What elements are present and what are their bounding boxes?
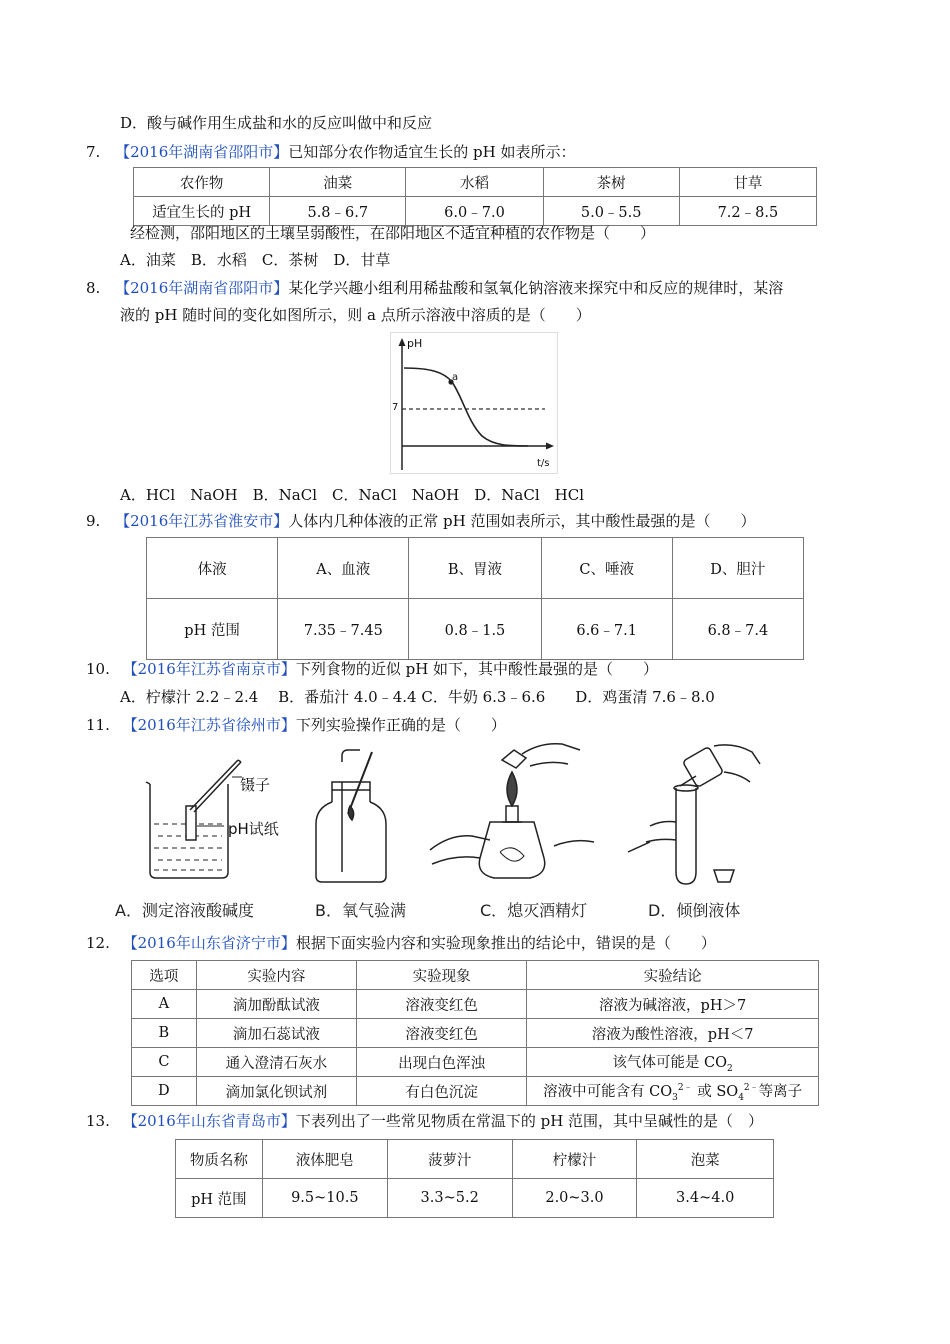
table-cell: 溶液变红色: [357, 1019, 527, 1048]
table-cell: 0.8﹣1.5: [409, 599, 541, 660]
crop-ph-table: [133, 167, 817, 226]
table-cell: 油菜: [270, 168, 406, 197]
table-cell: [527, 1048, 819, 1077]
q10-text: 下列食物的近似 pH 如下，其中酸性最强的是（ ）: [295, 660, 659, 678]
graph-seven-tick: 7: [392, 402, 399, 413]
table-cell: pH 范围: [147, 599, 278, 660]
table-cell: 3.3~5.2: [387, 1179, 512, 1218]
conclusion-d-end: 等离子: [758, 1083, 803, 1100]
table-cell: 溶液为碱溶液，pH＞7: [527, 990, 819, 1019]
q11-stem: [86, 715, 506, 735]
q9-stem: [86, 511, 756, 531]
q7-followup: 经检测，邵阳地区的土壤呈弱酸性，在邵阳地区不适宜种植的农作物是（ ）: [130, 224, 656, 242]
caption-b: B．氧气验满: [315, 901, 406, 920]
q9-number: 9.: [86, 512, 101, 530]
q11-number: 11.: [86, 716, 110, 734]
ph-paper-label: pH试纸: [228, 820, 279, 838]
q8-number: 8.: [86, 279, 101, 297]
co2-subscript: 2: [727, 1063, 733, 1074]
table-cell: 茶树: [543, 168, 679, 197]
q10-number: 10.: [86, 660, 110, 678]
table-cell: 滴加氯化钡试剂: [196, 1077, 356, 1106]
q7-text: 已知部分农作物适宜生长的 pH 如表所示：: [288, 143, 576, 161]
table-cell: 体液: [147, 538, 278, 599]
q7-options: A．油菜 B．水稻 C．茶树 D．甘草: [120, 251, 391, 269]
so4-subscript: 4: [738, 1092, 744, 1103]
table-cell: 6.0﹣7.0: [406, 197, 543, 226]
table-cell: A: [132, 990, 197, 1019]
graph-point-a: a: [452, 372, 459, 383]
q13-stem: [86, 1111, 763, 1131]
table-cell: 6.6﹣7.1: [541, 599, 672, 660]
q12-source: 【2016年山东省济宁市】: [122, 934, 296, 952]
table-cell: C、唾液: [541, 538, 672, 599]
table-cell: 溶液变红色: [357, 990, 527, 1019]
table-cell: 5.0﹣5.5: [543, 197, 679, 226]
q7-source: 【2016年湖南省邵阳市】: [115, 143, 289, 161]
substance-ph-table: [175, 1139, 774, 1218]
q13-source: 【2016年山东省青岛市】: [122, 1112, 296, 1130]
q11-text: 下列实验操作正确的是（ ）: [295, 716, 506, 734]
caption-a: A．测定溶液酸碱度: [115, 901, 254, 920]
q13-text: 下表列出了一些常见物质在常温下的 pH 范围，其中呈碱性的是（ ）: [295, 1112, 764, 1130]
table-cell: B: [132, 1019, 197, 1048]
tweezers-label: 镊子: [240, 776, 271, 794]
table-cell: 9.5~10.5: [262, 1179, 387, 1218]
q13-number: 13.: [86, 1112, 110, 1130]
experiment-conclusion-table: [131, 960, 819, 1106]
table-cell: 选项: [132, 961, 197, 990]
table-cell: 滴加酚酞试液: [196, 990, 356, 1019]
conclusion-d-or: 或 SO: [692, 1083, 739, 1100]
table-cell: A、血液: [278, 538, 409, 599]
q8-text: 某化学兴趣小组利用稀盐酸和氢氧化钠溶液来探究中和反应的规律时，某溶: [288, 279, 784, 297]
table-cell: 实验结论: [527, 961, 819, 990]
table-cell: 适宜生长的 pH: [134, 197, 270, 226]
table-cell: 甘草: [679, 168, 816, 197]
q8-stem-continued: 液的 pH 随时间的变化如图所示，则 a 点所示溶液中溶质的是（ ）: [120, 306, 591, 324]
pouring-liquid-drawing: [628, 745, 760, 884]
lab-operations-figure: [110, 742, 770, 892]
q12-number: 12.: [86, 934, 110, 952]
table-cell: D: [132, 1077, 197, 1106]
table-cell: 5.8﹣6.7: [270, 197, 406, 226]
table-cell: 泡菜: [637, 1140, 774, 1179]
table-cell: 通入澄清石灰水: [196, 1048, 356, 1077]
co3-subscript: 3: [672, 1092, 678, 1103]
table-cell: 物质名称: [176, 1140, 263, 1179]
table-cell: 水稻: [406, 168, 543, 197]
table-cell: 农作物: [134, 168, 270, 197]
q12-stem: [86, 933, 716, 953]
table-cell: 7.35﹣7.45: [278, 599, 409, 660]
graph-y-label: pH: [407, 337, 423, 350]
q7-number: 7.: [86, 143, 101, 161]
q12-text: 根据下面实验内容和实验现象推出的结论中，错误的是（ ）: [295, 934, 716, 952]
q9-text: 人体内几种体液的正常 pH 范围如表所示，其中酸性最强的是（ ）: [288, 512, 756, 530]
table-cell: 柠檬汁: [512, 1140, 637, 1179]
table-cell: 实验现象: [357, 961, 527, 990]
table-cell: 出现白色浑浊: [357, 1048, 527, 1077]
table-cell: 3.4~4.0: [637, 1179, 774, 1218]
table-cell: D、胆汁: [672, 538, 803, 599]
table-cell: 菠萝汁: [387, 1140, 512, 1179]
q8-stem: [86, 278, 783, 298]
q7-stem: [86, 142, 576, 162]
q10-stem: [86, 659, 658, 679]
ph-time-graph: [390, 332, 558, 474]
conclusion-d-text: 溶液中可能含有 CO: [543, 1083, 673, 1100]
q11-source: 【2016年江苏省徐州市】: [122, 716, 296, 734]
table-cell: [527, 1077, 819, 1106]
conclusion-c-text: 该气体可能是 CO: [612, 1054, 728, 1071]
gas-bottle-drawing: [316, 750, 386, 882]
table-cell: C: [132, 1048, 197, 1077]
table-cell: B、胃液: [409, 538, 541, 599]
graph-x-label: t/s: [537, 458, 550, 469]
q10-source: 【2016年江苏省南京市】: [122, 660, 296, 678]
table-cell: pH 范围: [176, 1179, 263, 1218]
caption-c: C．熄灭酒精灯: [480, 901, 588, 920]
body-fluid-ph-table: [146, 537, 804, 660]
table-cell: 滴加石蕊试液: [196, 1019, 356, 1048]
alcohol-lamp-drawing: [430, 744, 594, 878]
caption-d: D．倾倒液体: [648, 901, 741, 920]
so4-charge: 2﹣: [743, 1082, 759, 1093]
table-cell: 溶液为酸性溶液，pH＜7: [527, 1019, 819, 1048]
co3-charge: 2﹣: [677, 1082, 693, 1093]
table-cell: 实验内容: [196, 961, 356, 990]
q9-source: 【2016年江苏省淮安市】: [115, 512, 289, 530]
q8-options: A．HCl NaOH B．NaCl C．NaCl NaOH D．NaCl HCl: [120, 486, 584, 504]
table-cell: 液体肥皂: [262, 1140, 387, 1179]
table-cell: 7.2﹣8.5: [679, 197, 816, 226]
q8-source: 【2016年湖南省邵阳市】: [115, 279, 289, 297]
q6-option-d: D．酸与碱作用生成盐和水的反应叫做中和反应: [120, 114, 433, 132]
table-cell: 2.0~3.0: [512, 1179, 637, 1218]
table-cell: 6.8﹣7.4: [672, 599, 803, 660]
q10-options: A．柠檬汁 2.2﹣2.4 B．番茄汁 4.0﹣4.4 C．牛奶 6.3﹣6.6 D．鸡蛋清 7.6﹣8.0: [120, 688, 715, 706]
table-cell: 有白色沉淀: [357, 1077, 527, 1106]
